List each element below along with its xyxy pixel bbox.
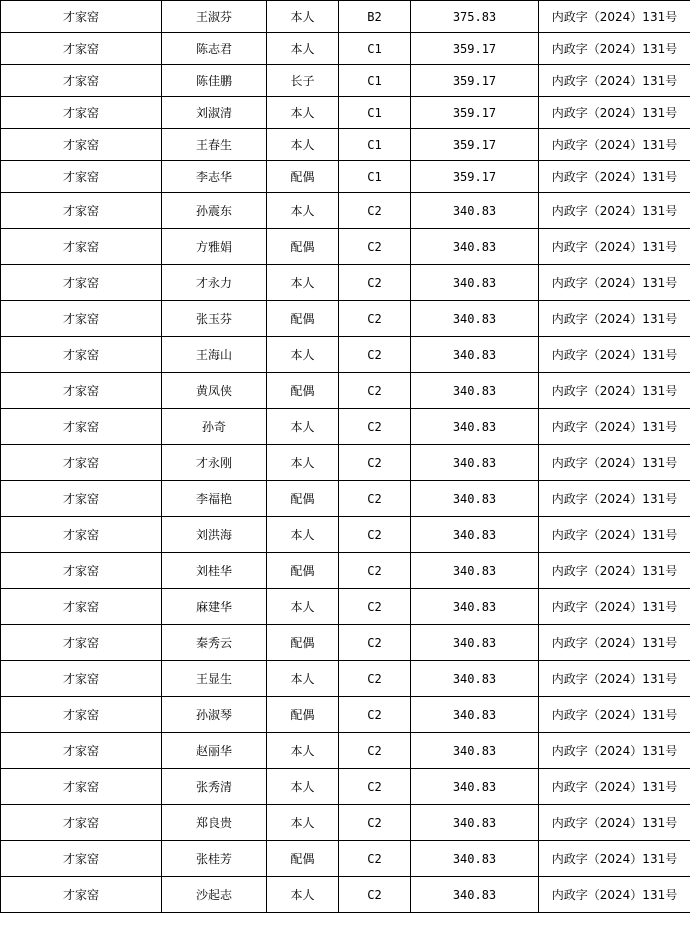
relation-cell: 本人 <box>267 337 339 373</box>
relation-cell: 本人 <box>267 97 339 129</box>
relation-cell: 本人 <box>267 589 339 625</box>
table-row <box>1 841 690 877</box>
grade-cell: C1 <box>339 33 411 65</box>
document-number-cell: 内政字（2024）131号 <box>539 769 690 805</box>
grade-cell: C2 <box>339 193 411 229</box>
relation-cell: 本人 <box>267 733 339 769</box>
village-cell: 才家窑 <box>1 33 162 65</box>
name-cell: 才永力 <box>162 265 267 301</box>
table-row <box>1 97 690 129</box>
document-number-cell: 内政字（2024）131号 <box>539 337 690 373</box>
document-number-cell: 内政字（2024）131号 <box>539 553 690 589</box>
table-row <box>1 33 690 65</box>
name-cell: 孙淑琴 <box>162 697 267 733</box>
document-number-cell: 内政字（2024）131号 <box>539 161 690 193</box>
relation-cell: 本人 <box>267 33 339 65</box>
name-cell: 王显生 <box>162 661 267 697</box>
relation-cell: 本人 <box>267 877 339 913</box>
table-row <box>1 445 690 481</box>
relation-cell: 配偶 <box>267 373 339 409</box>
name-cell: 沙起志 <box>162 877 267 913</box>
document-number-cell: 内政字（2024）131号 <box>539 65 690 97</box>
amount-cell: 375.83 <box>411 1 539 33</box>
document-number-cell: 内政字（2024）131号 <box>539 481 690 517</box>
amount-cell: 340.83 <box>411 841 539 877</box>
village-cell: 才家窑 <box>1 769 162 805</box>
table-row <box>1 805 690 841</box>
document-number-cell: 内政字（2024）131号 <box>539 589 690 625</box>
document-number-cell: 内政字（2024）131号 <box>539 661 690 697</box>
table-row <box>1 589 690 625</box>
village-cell: 才家窑 <box>1 481 162 517</box>
document-number-cell: 内政字（2024）131号 <box>539 33 690 65</box>
amount-cell: 340.83 <box>411 229 539 265</box>
table-row <box>1 373 690 409</box>
grade-cell: C2 <box>339 769 411 805</box>
grade-cell: C2 <box>339 301 411 337</box>
name-cell: 王淑芬 <box>162 1 267 33</box>
grade-cell: C2 <box>339 337 411 373</box>
name-cell: 王海山 <box>162 337 267 373</box>
village-cell: 才家窑 <box>1 517 162 553</box>
relation-cell: 配偶 <box>267 697 339 733</box>
table-row <box>1 625 690 661</box>
village-cell: 才家窑 <box>1 229 162 265</box>
relation-cell: 本人 <box>267 517 339 553</box>
amount-cell: 340.83 <box>411 661 539 697</box>
grade-cell: C2 <box>339 625 411 661</box>
relation-cell: 长子 <box>267 65 339 97</box>
grade-cell: C2 <box>339 697 411 733</box>
grade-cell: C1 <box>339 161 411 193</box>
grade-cell: C2 <box>339 805 411 841</box>
grade-cell: C2 <box>339 517 411 553</box>
amount-cell: 340.83 <box>411 265 539 301</box>
name-cell: 孙震东 <box>162 193 267 229</box>
name-cell: 刘桂华 <box>162 553 267 589</box>
table-row <box>1 517 690 553</box>
relation-cell: 本人 <box>267 129 339 161</box>
relation-cell: 配偶 <box>267 553 339 589</box>
name-cell: 陈志君 <box>162 33 267 65</box>
table-row <box>1 697 690 733</box>
amount-cell: 340.83 <box>411 481 539 517</box>
name-cell: 陈佳鹏 <box>162 65 267 97</box>
name-cell: 秦秀云 <box>162 625 267 661</box>
village-cell: 才家窑 <box>1 805 162 841</box>
relation-cell: 本人 <box>267 805 339 841</box>
relation-cell: 本人 <box>267 265 339 301</box>
document-number-cell: 内政字（2024）131号 <box>539 517 690 553</box>
table-row <box>1 193 690 229</box>
village-cell: 才家窑 <box>1 265 162 301</box>
table-row <box>1 65 690 97</box>
amount-cell: 340.83 <box>411 373 539 409</box>
grade-cell: C2 <box>339 877 411 913</box>
village-cell: 才家窑 <box>1 97 162 129</box>
table-row <box>1 1 690 33</box>
amount-cell: 340.83 <box>411 517 539 553</box>
relation-cell: 本人 <box>267 445 339 481</box>
village-cell: 才家窑 <box>1 129 162 161</box>
grade-cell: C2 <box>339 589 411 625</box>
name-cell: 刘洪海 <box>162 517 267 553</box>
table-row <box>1 769 690 805</box>
village-cell: 才家窑 <box>1 373 162 409</box>
table-row <box>1 229 690 265</box>
relation-cell: 本人 <box>267 1 339 33</box>
village-cell: 才家窑 <box>1 877 162 913</box>
table-row <box>1 301 690 337</box>
village-cell: 才家窑 <box>1 337 162 373</box>
document-number-cell: 内政字（2024）131号 <box>539 805 690 841</box>
grade-cell: C2 <box>339 733 411 769</box>
name-cell: 张桂芳 <box>162 841 267 877</box>
village-cell: 才家窑 <box>1 733 162 769</box>
document-number-cell: 内政字（2024）131号 <box>539 97 690 129</box>
village-cell: 才家窑 <box>1 1 162 33</box>
document-number-cell: 内政字（2024）131号 <box>539 301 690 337</box>
grade-cell: C1 <box>339 97 411 129</box>
amount-cell: 340.83 <box>411 697 539 733</box>
name-cell: 孙奇 <box>162 409 267 445</box>
amount-cell: 340.83 <box>411 409 539 445</box>
amount-cell: 340.83 <box>411 445 539 481</box>
document-number-cell: 内政字（2024）131号 <box>539 697 690 733</box>
village-cell: 才家窑 <box>1 445 162 481</box>
village-cell: 才家窑 <box>1 65 162 97</box>
relation-cell: 本人 <box>267 769 339 805</box>
amount-cell: 359.17 <box>411 65 539 97</box>
village-cell: 才家窑 <box>1 409 162 445</box>
grade-cell: C2 <box>339 265 411 301</box>
grade-cell: C2 <box>339 229 411 265</box>
name-cell: 麻建华 <box>162 589 267 625</box>
village-cell: 才家窑 <box>1 193 162 229</box>
village-cell: 才家窑 <box>1 553 162 589</box>
amount-cell: 340.83 <box>411 877 539 913</box>
amount-cell: 340.83 <box>411 337 539 373</box>
village-cell: 才家窑 <box>1 697 162 733</box>
amount-cell: 340.83 <box>411 625 539 661</box>
village-cell: 才家窑 <box>1 625 162 661</box>
amount-cell: 340.83 <box>411 589 539 625</box>
amount-cell: 340.83 <box>411 301 539 337</box>
roster-body <box>1 1 690 913</box>
relation-cell: 配偶 <box>267 481 339 517</box>
grade-cell: C2 <box>339 841 411 877</box>
document-number-cell: 内政字（2024）131号 <box>539 409 690 445</box>
amount-cell: 340.83 <box>411 769 539 805</box>
village-cell: 才家窑 <box>1 661 162 697</box>
document-number-cell: 内政字（2024）131号 <box>539 841 690 877</box>
grade-cell: C2 <box>339 445 411 481</box>
name-cell: 张玉芬 <box>162 301 267 337</box>
name-cell: 李福艳 <box>162 481 267 517</box>
name-cell: 黄凤侠 <box>162 373 267 409</box>
document-number-cell: 内政字（2024）131号 <box>539 373 690 409</box>
name-cell: 赵丽华 <box>162 733 267 769</box>
relation-cell: 配偶 <box>267 229 339 265</box>
amount-cell: 359.17 <box>411 161 539 193</box>
grade-cell: C2 <box>339 373 411 409</box>
name-cell: 王春生 <box>162 129 267 161</box>
document-number-cell: 内政字（2024）131号 <box>539 733 690 769</box>
amount-cell: 340.83 <box>411 553 539 589</box>
table-row <box>1 337 690 373</box>
name-cell: 李志华 <box>162 161 267 193</box>
village-cell: 才家窑 <box>1 841 162 877</box>
amount-cell: 359.17 <box>411 97 539 129</box>
amount-cell: 340.83 <box>411 733 539 769</box>
document-number-cell: 内政字（2024）131号 <box>539 1 690 33</box>
relation-cell: 本人 <box>267 193 339 229</box>
grade-cell: C2 <box>339 661 411 697</box>
table-row <box>1 481 690 517</box>
grade-cell: C2 <box>339 553 411 589</box>
table-row <box>1 265 690 301</box>
table-row <box>1 409 690 445</box>
amount-cell: 359.17 <box>411 129 539 161</box>
relation-cell: 配偶 <box>267 841 339 877</box>
document-number-cell: 内政字（2024）131号 <box>539 229 690 265</box>
relation-cell: 配偶 <box>267 301 339 337</box>
document-number-cell: 内政字（2024）131号 <box>539 129 690 161</box>
amount-cell: 340.83 <box>411 805 539 841</box>
relation-cell: 本人 <box>267 661 339 697</box>
relation-cell: 本人 <box>267 409 339 445</box>
name-cell: 才永刚 <box>162 445 267 481</box>
grade-cell: B2 <box>339 1 411 33</box>
amount-cell: 340.83 <box>411 193 539 229</box>
grade-cell: C1 <box>339 65 411 97</box>
village-cell: 才家窑 <box>1 589 162 625</box>
table-row <box>1 553 690 589</box>
table-row <box>1 733 690 769</box>
grade-cell: C1 <box>339 129 411 161</box>
document-number-cell: 内政字（2024）131号 <box>539 877 690 913</box>
name-cell: 方雅娟 <box>162 229 267 265</box>
table-row <box>1 661 690 697</box>
document-number-cell: 内政字（2024）131号 <box>539 193 690 229</box>
document-number-cell: 内政字（2024）131号 <box>539 445 690 481</box>
name-cell: 刘淑清 <box>162 97 267 129</box>
table-row <box>1 161 690 193</box>
name-cell: 张秀清 <box>162 769 267 805</box>
village-cell: 才家窑 <box>1 301 162 337</box>
document-number-cell: 内政字（2024）131号 <box>539 625 690 661</box>
document-number-cell: 内政字（2024）131号 <box>539 265 690 301</box>
name-cell: 郑良贵 <box>162 805 267 841</box>
grade-cell: C2 <box>339 409 411 445</box>
village-cell: 才家窑 <box>1 161 162 193</box>
relation-cell: 配偶 <box>267 161 339 193</box>
table-row <box>1 877 690 913</box>
grade-cell: C2 <box>339 481 411 517</box>
amount-cell: 359.17 <box>411 33 539 65</box>
table-row <box>1 129 690 161</box>
relation-cell: 配偶 <box>267 625 339 661</box>
